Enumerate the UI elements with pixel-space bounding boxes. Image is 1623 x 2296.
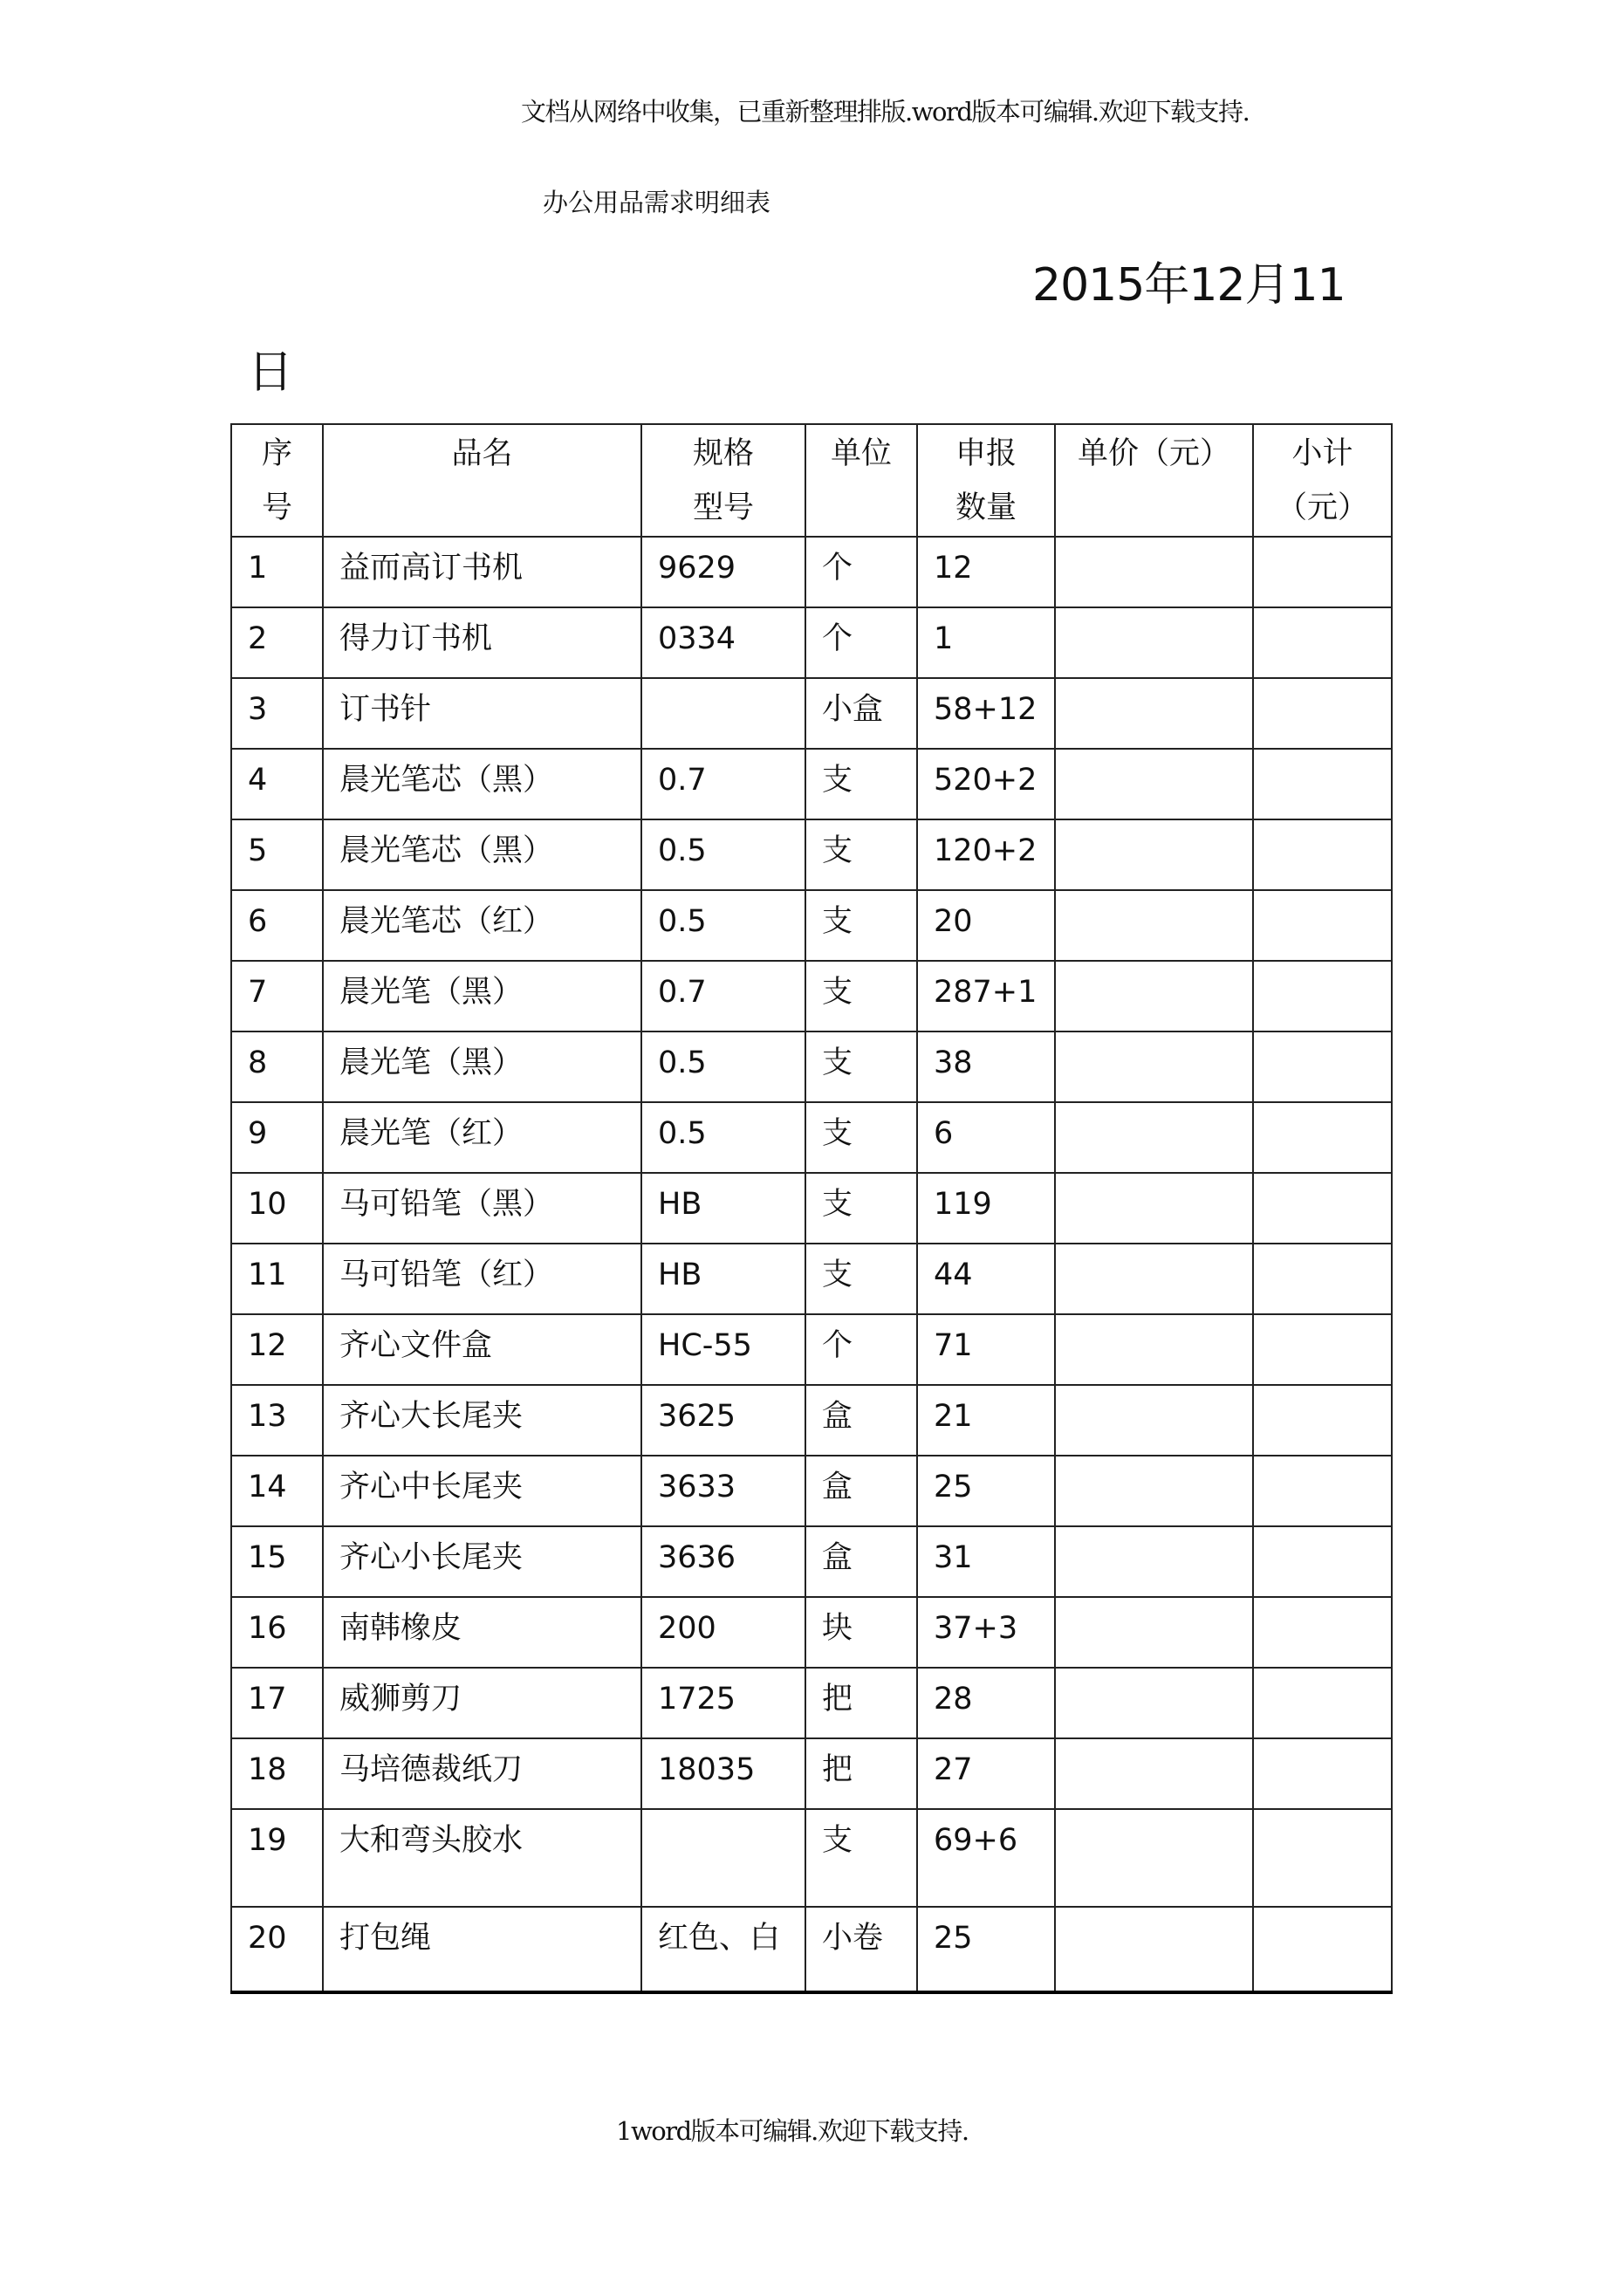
cell-price — [1055, 1244, 1253, 1314]
cell-name: 马可铅笔（红） — [323, 1244, 641, 1314]
cell-subtotal — [1253, 607, 1392, 678]
cell-unit: 支 — [805, 1809, 917, 1907]
cell-subtotal — [1253, 1244, 1392, 1314]
cell-qty: 25 — [917, 1907, 1055, 1992]
cell-spec: 0.7 — [641, 961, 805, 1031]
cell-qty: 21 — [917, 1385, 1055, 1456]
cell-qty: 25 — [917, 1456, 1055, 1526]
cell-no: 10 — [231, 1173, 323, 1244]
table-row — [231, 1597, 1392, 1668]
cell-name: 威狮剪刀 — [323, 1668, 641, 1738]
cell-spec: HC-55 — [641, 1314, 805, 1385]
cell-spec — [641, 1809, 805, 1907]
cell-subtotal — [1253, 961, 1392, 1031]
header-spec-line1: 规格 — [692, 436, 754, 471]
cell-no: 13 — [231, 1385, 323, 1456]
header-name-line1: 品名 — [451, 436, 513, 471]
header-row — [231, 424, 1392, 537]
cell-qty: 71 — [917, 1314, 1055, 1385]
header-qty-line2: 数量 — [955, 490, 1017, 525]
table-row — [231, 1526, 1392, 1597]
cell-no: 19 — [231, 1809, 323, 1907]
table-row — [231, 749, 1392, 819]
table-row — [231, 1809, 1392, 1907]
table-row — [231, 1102, 1392, 1173]
cell-price — [1055, 1173, 1253, 1244]
cell-no: 5 — [231, 819, 323, 890]
cell-name: 晨光笔芯（黑） — [323, 819, 641, 890]
cell-price — [1055, 678, 1253, 749]
cell-unit: 小卷 — [805, 1907, 917, 1992]
header-name — [323, 424, 641, 537]
cell-qty: 287+1 — [917, 961, 1055, 1031]
cell-unit: 盒 — [805, 1456, 917, 1526]
cell-no: 17 — [231, 1668, 323, 1738]
cell-spec: 3636 — [641, 1526, 805, 1597]
table-row — [231, 1173, 1392, 1244]
table-row — [231, 1456, 1392, 1526]
cell-spec: 200 — [641, 1597, 805, 1668]
cell-no: 6 — [231, 890, 323, 961]
cell-price — [1055, 537, 1253, 607]
cell-subtotal — [1253, 1314, 1392, 1385]
cell-qty: 31 — [917, 1526, 1055, 1597]
cell-unit: 支 — [805, 1173, 917, 1244]
cell-spec: 0.7 — [641, 749, 805, 819]
cell-no: 14 — [231, 1456, 323, 1526]
cell-price — [1055, 890, 1253, 961]
cell-price — [1055, 1314, 1253, 1385]
cell-unit: 个 — [805, 537, 917, 607]
table-row — [231, 819, 1392, 890]
cell-name: 齐心小长尾夹 — [323, 1526, 641, 1597]
cell-subtotal — [1253, 890, 1392, 961]
cell-subtotal — [1253, 1809, 1392, 1907]
cell-price — [1055, 961, 1253, 1031]
header-price — [1055, 424, 1253, 537]
date-day: 日 — [248, 346, 294, 399]
cell-qty: 6 — [917, 1102, 1055, 1173]
cell-price — [1055, 1668, 1253, 1738]
cell-no: 11 — [231, 1244, 323, 1314]
cell-price — [1055, 1102, 1253, 1173]
cell-spec: 9629 — [641, 537, 805, 607]
cell-subtotal — [1253, 1173, 1392, 1244]
header-note: 文档从网络中收集，已重新整理排版.word版本可编辑.欢迎下载支持. — [521, 97, 1250, 127]
cell-price — [1055, 607, 1253, 678]
cell-name: 齐心文件盒 — [323, 1314, 641, 1385]
cell-qty: 44 — [917, 1244, 1055, 1314]
table-row — [231, 678, 1392, 749]
cell-qty: 120+2 — [917, 819, 1055, 890]
cell-price — [1055, 1597, 1253, 1668]
header-unit-line1: 单位 — [830, 436, 892, 471]
cell-name: 晨光笔芯（红） — [323, 890, 641, 961]
cell-subtotal — [1253, 749, 1392, 819]
header-price-line1: 单价（元） — [1077, 436, 1230, 471]
cell-unit: 支 — [805, 1031, 917, 1102]
cell-spec: 3625 — [641, 1385, 805, 1456]
table-row — [231, 890, 1392, 961]
cell-price — [1055, 1031, 1253, 1102]
header-unit — [805, 424, 917, 537]
cell-qty: 28 — [917, 1668, 1055, 1738]
cell-price — [1055, 1809, 1253, 1907]
cell-unit: 支 — [805, 1102, 917, 1173]
cell-name: 晨光笔芯（黑） — [323, 749, 641, 819]
cell-subtotal — [1253, 1031, 1392, 1102]
cell-unit: 支 — [805, 1244, 917, 1314]
cell-name: 晨光笔（红） — [323, 1102, 641, 1173]
cell-name: 马培德裁纸刀 — [323, 1738, 641, 1809]
cell-subtotal — [1253, 1738, 1392, 1809]
cell-spec: 1725 — [641, 1668, 805, 1738]
cell-unit: 支 — [805, 749, 917, 819]
header-subtotal-line1: 小计 — [1291, 436, 1353, 471]
cell-qty: 69+6 — [917, 1809, 1055, 1907]
cell-no: 4 — [231, 749, 323, 819]
cell-no: 15 — [231, 1526, 323, 1597]
cell-price — [1055, 1907, 1253, 1992]
cell-name: 晨光笔（黑） — [323, 1031, 641, 1102]
cell-subtotal — [1253, 1597, 1392, 1668]
header-subtotal-line2: （元） — [1276, 490, 1368, 525]
cell-no: 18 — [231, 1738, 323, 1809]
cell-no: 7 — [231, 961, 323, 1031]
cell-unit: 个 — [805, 1314, 917, 1385]
cell-unit: 支 — [805, 961, 917, 1031]
cell-name: 打包绳 — [323, 1907, 641, 1992]
cell-no: 2 — [231, 607, 323, 678]
cell-name: 订书针 — [323, 678, 641, 749]
cell-no: 20 — [231, 1907, 323, 1992]
cell-unit: 个 — [805, 607, 917, 678]
table-row — [231, 1738, 1392, 1809]
cell-subtotal — [1253, 819, 1392, 890]
cell-name: 晨光笔（黑） — [323, 961, 641, 1031]
cell-qty: 38 — [917, 1031, 1055, 1102]
cell-spec: HB — [641, 1173, 805, 1244]
cell-no: 9 — [231, 1102, 323, 1173]
header-qty — [917, 424, 1055, 537]
cell-unit: 块 — [805, 1597, 917, 1668]
cell-no: 1 — [231, 537, 323, 607]
cell-price — [1055, 1738, 1253, 1809]
cell-spec: 0.5 — [641, 890, 805, 961]
cell-no: 12 — [231, 1314, 323, 1385]
table-row — [231, 1244, 1392, 1314]
cell-name: 齐心大长尾夹 — [323, 1385, 641, 1456]
table-row — [231, 1031, 1392, 1102]
table-row — [231, 1668, 1392, 1738]
header-spec — [641, 424, 805, 537]
table-row — [231, 1314, 1392, 1385]
cell-name: 益而高订书机 — [323, 537, 641, 607]
cell-unit: 盒 — [805, 1526, 917, 1597]
table-row — [231, 961, 1392, 1031]
document-title: 办公用品需求明细表 — [543, 188, 771, 217]
cell-unit: 把 — [805, 1738, 917, 1809]
header-spec-line2: 型号 — [692, 490, 754, 525]
cell-price — [1055, 1526, 1253, 1597]
footer-note: 1word版本可编辑.欢迎下载支持. — [616, 2116, 969, 2146]
cell-spec: 0.5 — [641, 819, 805, 890]
cell-price — [1055, 1385, 1253, 1456]
cell-spec: 红色、白 — [641, 1907, 805, 1992]
date-line: 2015年12月11 — [1032, 259, 1346, 312]
cell-subtotal — [1253, 678, 1392, 749]
cell-qty: 37+3 — [917, 1597, 1055, 1668]
table-row — [231, 1385, 1392, 1456]
header-qty-line1: 申报 — [955, 436, 1017, 471]
cell-qty: 58+12 — [917, 678, 1055, 749]
table-row — [231, 1907, 1392, 1992]
cell-name: 得力订书机 — [323, 607, 641, 678]
supplies-table — [230, 423, 1393, 1994]
cell-subtotal — [1253, 1102, 1392, 1173]
cell-subtotal — [1253, 1668, 1392, 1738]
cell-spec: 0334 — [641, 607, 805, 678]
cell-spec: 3633 — [641, 1456, 805, 1526]
cell-spec: HB — [641, 1244, 805, 1314]
cell-name: 大和弯头胶水 — [323, 1809, 641, 1907]
cell-price — [1055, 749, 1253, 819]
cell-qty: 27 — [917, 1738, 1055, 1809]
cell-subtotal — [1253, 1385, 1392, 1456]
cell-price — [1055, 1456, 1253, 1526]
cell-qty: 12 — [917, 537, 1055, 607]
table-row — [231, 537, 1392, 607]
cell-subtotal — [1253, 1456, 1392, 1526]
cell-spec: 0.5 — [641, 1031, 805, 1102]
cell-name: 马可铅笔（黑） — [323, 1173, 641, 1244]
cell-unit: 支 — [805, 890, 917, 961]
cell-unit: 小盒 — [805, 678, 917, 749]
cell-spec: 0.5 — [641, 1102, 805, 1173]
cell-no: 8 — [231, 1031, 323, 1102]
cell-spec: 18035 — [641, 1738, 805, 1809]
header-subtotal — [1253, 424, 1392, 537]
header-no-line2: 号 — [261, 490, 292, 525]
cell-unit: 盒 — [805, 1385, 917, 1456]
cell-qty: 520+2 — [917, 749, 1055, 819]
cell-no: 3 — [231, 678, 323, 749]
cell-qty: 20 — [917, 890, 1055, 961]
cell-subtotal — [1253, 1526, 1392, 1597]
cell-spec — [641, 678, 805, 749]
cell-price — [1055, 819, 1253, 890]
cell-subtotal — [1253, 1907, 1392, 1992]
cell-qty: 119 — [917, 1173, 1055, 1244]
cell-qty: 1 — [917, 607, 1055, 678]
cell-unit: 把 — [805, 1668, 917, 1738]
header-no-line1: 序 — [261, 436, 292, 471]
table-row — [231, 607, 1392, 678]
cell-name: 南韩橡皮 — [323, 1597, 641, 1668]
cell-unit: 支 — [805, 819, 917, 890]
cell-name: 齐心中长尾夹 — [323, 1456, 641, 1526]
cell-subtotal — [1253, 537, 1392, 607]
header-no — [231, 424, 323, 537]
cell-no: 16 — [231, 1597, 323, 1668]
